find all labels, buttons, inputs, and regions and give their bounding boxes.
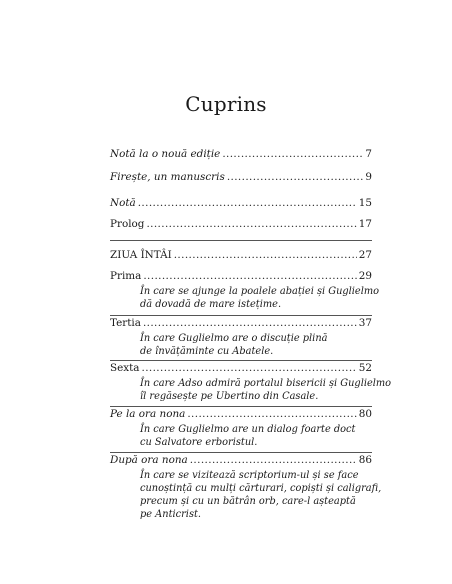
dot-leader (187, 408, 356, 421)
description-line: pe Anticrist. (140, 509, 202, 520)
dot-leader (142, 362, 357, 375)
toc-entry-sexta[interactable] (110, 362, 372, 375)
toc-entry-label: Sexta (110, 362, 140, 374)
toc-entry-dupa-ora-nona[interactable] (110, 454, 372, 467)
dot-leader (143, 317, 357, 330)
toc-entry-nota-editie[interactable] (110, 148, 372, 161)
toc-entry-label: Firește, un manuscris (110, 171, 225, 183)
description-line: îl regăsește pe Ubertino din Casale. (140, 391, 319, 402)
toc-entry-label: Notă la o nouă ediție (110, 148, 221, 160)
toc-entry-page: 80 (358, 408, 372, 420)
toc-entry-ziua-intai[interactable] (110, 249, 372, 262)
section-divider (110, 240, 372, 241)
toc-entry-label: Pe la ora nona (110, 408, 186, 420)
dot-leader (174, 249, 357, 262)
dot-leader (143, 270, 356, 283)
toc-entry-description (140, 423, 372, 449)
description-line: În care Guglielmo are o discuție plină (140, 333, 328, 344)
description-line: În care Adso admiră portalul bisericii și Guglielmo (140, 378, 392, 389)
dot-leader (190, 454, 357, 467)
toc-entry-label: După ora nona (110, 454, 188, 466)
toc-entry-label: ZIUA ÎNTÂI (110, 249, 172, 261)
toc-entry-label: Prima (110, 270, 142, 282)
toc-entry-description (140, 377, 392, 403)
toc-entry-prima[interactable] (110, 270, 372, 283)
toc-entry-page: 86 (358, 454, 372, 466)
description-line: În care Guglielmo are un dialog foarte doct (140, 424, 356, 435)
toc-entry-page: 29 (358, 270, 372, 282)
section-divider (110, 360, 372, 361)
toc-entry-pe-la-ora-nona[interactable] (110, 408, 372, 421)
toc-entry-label: Prolog (110, 218, 145, 230)
toc-entry-page: 27 (358, 249, 372, 261)
toc-entry-page: 9 (365, 171, 372, 183)
dot-leader (227, 171, 364, 184)
description-line: precum și cu un bătrân orb, care-l așteaptă (140, 496, 356, 507)
section-divider (110, 452, 372, 453)
toc-entry-label: Notă (110, 197, 136, 209)
toc-entry-page: 37 (358, 317, 372, 329)
toc-entry-description (140, 332, 372, 358)
description-line: În care se ajunge la poalele abației și Guglielmo (140, 286, 380, 297)
section-divider (110, 315, 372, 316)
page-title: Cuprins (185, 92, 267, 116)
description-line: dă dovadă de mare istețime. (140, 299, 282, 310)
toc-entry-nota[interactable] (110, 197, 372, 210)
toc-entry-page: 15 (358, 197, 372, 209)
toc-entry-description (140, 469, 382, 521)
toc-entry-page: 7 (365, 148, 372, 160)
section-divider (110, 406, 372, 407)
description-line: cunoștință cu mulți cărturari, copiști și caligrafi, (140, 483, 382, 494)
toc-entry-page: 52 (358, 362, 372, 374)
toc-entry-label: Tertia (110, 317, 141, 329)
dot-leader (138, 197, 357, 210)
toc-entry-tertia[interactable] (110, 317, 372, 330)
toc-entry-page: 17 (358, 218, 372, 230)
description-line: În care se vizitează scriptorium-ul și se face (140, 470, 359, 481)
dot-leader (222, 148, 363, 161)
toc-entry-manuscris[interactable] (110, 171, 372, 184)
toc-entry-prolog[interactable] (110, 218, 372, 231)
description-line: de învățăminte cu Abatele. (140, 346, 274, 357)
toc-entry-description (140, 285, 380, 311)
description-line: cu Salvatore erboristul. (140, 437, 258, 448)
dot-leader (146, 218, 356, 231)
